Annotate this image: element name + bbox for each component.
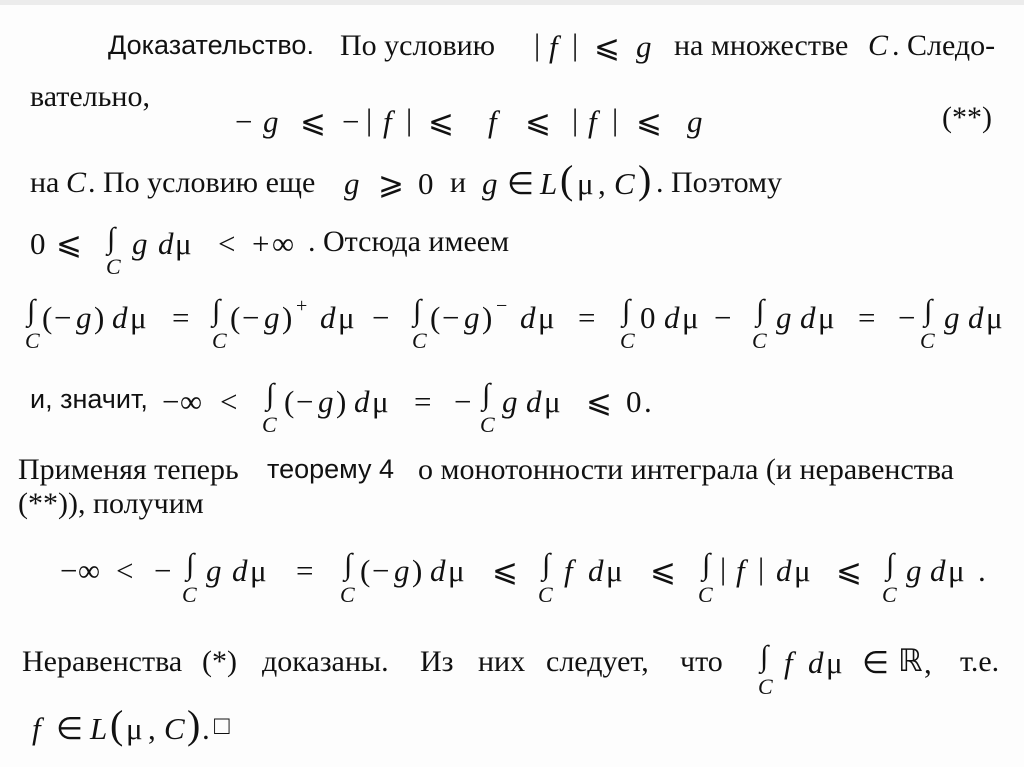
text: Неравенства — [22, 645, 183, 678]
text: что — [680, 645, 723, 678]
integral-sign: ∫ — [756, 294, 765, 327]
rparen: ) — [282, 300, 293, 335]
var-g: g — [502, 384, 518, 419]
text: следует, — [546, 645, 649, 678]
in-symbol: ∈ — [56, 711, 84, 746]
le-symbol: ⩽ — [594, 29, 620, 64]
ge-symbol: ⩾ — [378, 166, 404, 201]
text: них — [478, 645, 526, 678]
in-symbol: ∈ — [862, 645, 890, 680]
comma: , — [148, 711, 156, 746]
mu: μ — [948, 553, 965, 588]
abs-bar: | — [366, 102, 373, 137]
le-symbol: ⩽ — [300, 104, 326, 139]
integral-domain: C — [882, 582, 897, 607]
integral-sign: ∫ — [886, 548, 895, 581]
integral-domain: C — [106, 254, 121, 279]
minus: − — [54, 300, 72, 335]
minus: − — [242, 300, 260, 335]
mu: μ — [544, 384, 561, 419]
var-d: d — [158, 226, 174, 261]
integral-domain: C — [212, 328, 227, 353]
zero: 0 — [418, 166, 434, 201]
var-g: g — [464, 300, 480, 335]
in-symbol: ∈ — [507, 166, 535, 201]
le-symbol: ⩽ — [428, 104, 454, 139]
integral-domain: C — [538, 582, 553, 607]
var-d: d — [588, 553, 604, 588]
le-symbol: ⩽ — [586, 384, 612, 419]
text: и, значит, — [30, 384, 148, 414]
paren: ( — [110, 702, 124, 747]
le-symbol: ⩽ — [636, 104, 662, 139]
integral-domain: C — [620, 328, 635, 353]
paren: ) — [638, 157, 652, 202]
text: . Следо- — [892, 29, 996, 62]
var-C: C — [614, 166, 635, 201]
reals-symbol: ℝ — [898, 643, 923, 678]
text: . Поэтому — [656, 166, 783, 199]
mu: μ — [826, 645, 843, 680]
var-g: g — [206, 553, 222, 588]
abs-bar: | — [534, 27, 541, 62]
text: . Отсюда имеем — [308, 225, 510, 258]
text: (**)), получим — [18, 487, 204, 520]
mu: μ — [372, 384, 389, 419]
period: . — [644, 384, 652, 419]
var-g: g — [636, 29, 652, 64]
var-g: g — [687, 104, 703, 139]
rparen: ) — [336, 384, 347, 419]
minus: − — [162, 384, 180, 419]
infinity: ∞ — [180, 384, 203, 419]
text: вательно, — [30, 80, 150, 113]
rparen: ) — [412, 553, 423, 588]
var-g: g — [394, 553, 410, 588]
integral-sign: ∫ — [212, 294, 221, 327]
integral-sign: ∫ — [924, 294, 933, 327]
integral-sign: ∫ — [760, 640, 769, 673]
rparen: ) — [94, 300, 105, 335]
var-d: d — [800, 300, 816, 335]
infinity: ∞ — [272, 226, 295, 261]
mu: μ — [818, 300, 835, 335]
abs-bar: | — [758, 551, 765, 586]
var-f: f — [736, 553, 745, 588]
var-f: f — [549, 29, 558, 64]
var-d: d — [520, 300, 536, 335]
equation-tag: (**) — [942, 101, 992, 134]
minus: − — [372, 300, 390, 335]
mu: μ — [126, 711, 143, 746]
var-g: g — [132, 226, 148, 261]
var-d: d — [968, 300, 984, 335]
minus: − — [154, 553, 172, 588]
text: По условию — [340, 29, 496, 62]
var-d: d — [776, 553, 792, 588]
integral-sign: ∫ — [266, 378, 275, 411]
minus: − — [898, 300, 916, 335]
qed-square-icon: □ — [214, 711, 230, 740]
lparen: ( — [284, 384, 295, 419]
integral-domain: C — [698, 582, 713, 607]
lt: < — [220, 384, 238, 419]
text: доказаны. — [262, 645, 389, 678]
top-border — [0, 0, 1024, 5]
integral-domain: C — [182, 582, 197, 607]
integral-sign: ∫ — [542, 548, 551, 581]
mu: μ — [175, 226, 192, 261]
period: . — [978, 553, 986, 588]
integral-domain: C — [262, 412, 277, 437]
integral-domain: C — [25, 328, 40, 353]
eq: = — [172, 300, 190, 335]
eq: = — [296, 553, 314, 588]
mu: μ — [606, 553, 623, 588]
mu: μ — [538, 300, 555, 335]
theorem-reference: теорему 4 — [267, 454, 395, 484]
le-symbol: ⩽ — [836, 553, 862, 588]
integral-domain: C — [758, 674, 773, 699]
text: Из — [420, 645, 454, 678]
minus: − — [442, 300, 460, 335]
minus: − — [342, 104, 360, 139]
minus: − — [714, 300, 732, 335]
text: на — [30, 166, 60, 199]
var-C: C — [868, 29, 889, 62]
integral-sign: ∫ — [186, 548, 195, 581]
var-g: g — [776, 300, 792, 335]
eq: = — [858, 300, 876, 335]
integral-sign: ∫ — [622, 294, 631, 327]
var-f: f — [588, 104, 597, 139]
abs-bar: | — [612, 102, 619, 137]
var-g: g — [344, 166, 360, 201]
abs-bar: | — [406, 102, 413, 137]
var-d: d — [354, 384, 370, 419]
zero: 0 — [30, 226, 46, 261]
var-g: g — [264, 300, 280, 335]
lparen: ( — [230, 300, 241, 335]
var-g: g — [76, 300, 92, 335]
var-f: f — [784, 645, 793, 680]
text: на множестве — [674, 29, 849, 62]
minus: − — [296, 384, 314, 419]
minus: − — [454, 384, 472, 419]
superscript-plus: + — [296, 295, 308, 317]
eq: = — [414, 384, 432, 419]
minus: − — [60, 553, 78, 588]
integral-sign: ∫ — [107, 222, 116, 255]
mu: μ — [577, 166, 594, 201]
var-g: g — [263, 104, 279, 139]
mu: μ — [682, 300, 699, 335]
lparen: ( — [360, 553, 371, 588]
paren: ( — [560, 157, 574, 202]
zero: 0 — [640, 300, 656, 335]
var-d: d — [526, 384, 542, 419]
var-L: L — [90, 711, 108, 746]
var-g: g — [318, 384, 334, 419]
comma: , — [924, 645, 932, 680]
var-g: g — [906, 553, 922, 588]
text: (*) — [202, 645, 237, 678]
zero: 0 — [626, 384, 642, 419]
var-d: d — [430, 553, 446, 588]
var-f: f — [488, 104, 497, 139]
lparen: ( — [42, 300, 53, 335]
paren: ) — [187, 702, 201, 747]
integral-domain: C — [480, 412, 495, 437]
abs-bar: | — [720, 551, 727, 586]
var-f: f — [383, 104, 392, 139]
le-symbol: ⩽ — [525, 104, 551, 139]
period: . — [202, 711, 210, 746]
eq: = — [578, 300, 596, 335]
infinity: ∞ — [78, 553, 101, 588]
lt: < — [116, 553, 134, 588]
var-f: f — [564, 553, 573, 588]
integral-domain: C — [412, 328, 427, 353]
mu: μ — [986, 300, 1003, 335]
mu: μ — [338, 300, 355, 335]
proof-heading: Доказательство. — [108, 30, 314, 60]
text: т.е. — [960, 645, 1000, 678]
lparen: ( — [430, 300, 441, 335]
integral-sign: ∫ — [702, 548, 711, 581]
integral-domain: C — [752, 328, 767, 353]
var-d: d — [320, 300, 336, 335]
text: и — [450, 166, 467, 199]
superscript-minus: − — [496, 295, 508, 317]
integral-sign: ∫ — [27, 294, 36, 327]
var-d: d — [930, 553, 946, 588]
integral-domain: C — [920, 328, 935, 353]
var-L: L — [540, 166, 558, 201]
abs-bar: | — [572, 102, 579, 137]
var-d: d — [232, 553, 248, 588]
integral-sign: ∫ — [413, 294, 422, 327]
le-symbol: ⩽ — [650, 553, 676, 588]
var-C: C — [164, 711, 185, 746]
le-symbol: ⩽ — [492, 553, 518, 588]
var-C: C — [66, 166, 87, 199]
text: Применяя теперь — [18, 453, 239, 486]
comma: , — [598, 166, 606, 201]
plus: + — [252, 226, 270, 261]
integral-sign: ∫ — [344, 548, 353, 581]
integral-sign: ∫ — [482, 378, 491, 411]
text: . По условию еще — [88, 166, 316, 199]
le-symbol: ⩽ — [56, 226, 82, 261]
rparen: ) — [482, 300, 493, 335]
mu: μ — [794, 553, 811, 588]
integral-domain: C — [340, 582, 355, 607]
minus: − — [235, 104, 253, 139]
mu: μ — [130, 300, 147, 335]
text: о монотонности интеграла (и неравенства — [418, 453, 955, 486]
var-d: d — [664, 300, 680, 335]
var-g: g — [944, 300, 960, 335]
var-d: d — [808, 645, 824, 680]
mu: μ — [448, 553, 465, 588]
minus: − — [372, 553, 390, 588]
var-g: g — [482, 166, 498, 201]
mu: μ — [250, 553, 267, 588]
var-d: d — [112, 300, 128, 335]
var-f: f — [32, 711, 41, 746]
lt: < — [218, 226, 236, 261]
abs-bar: | — [572, 27, 579, 62]
